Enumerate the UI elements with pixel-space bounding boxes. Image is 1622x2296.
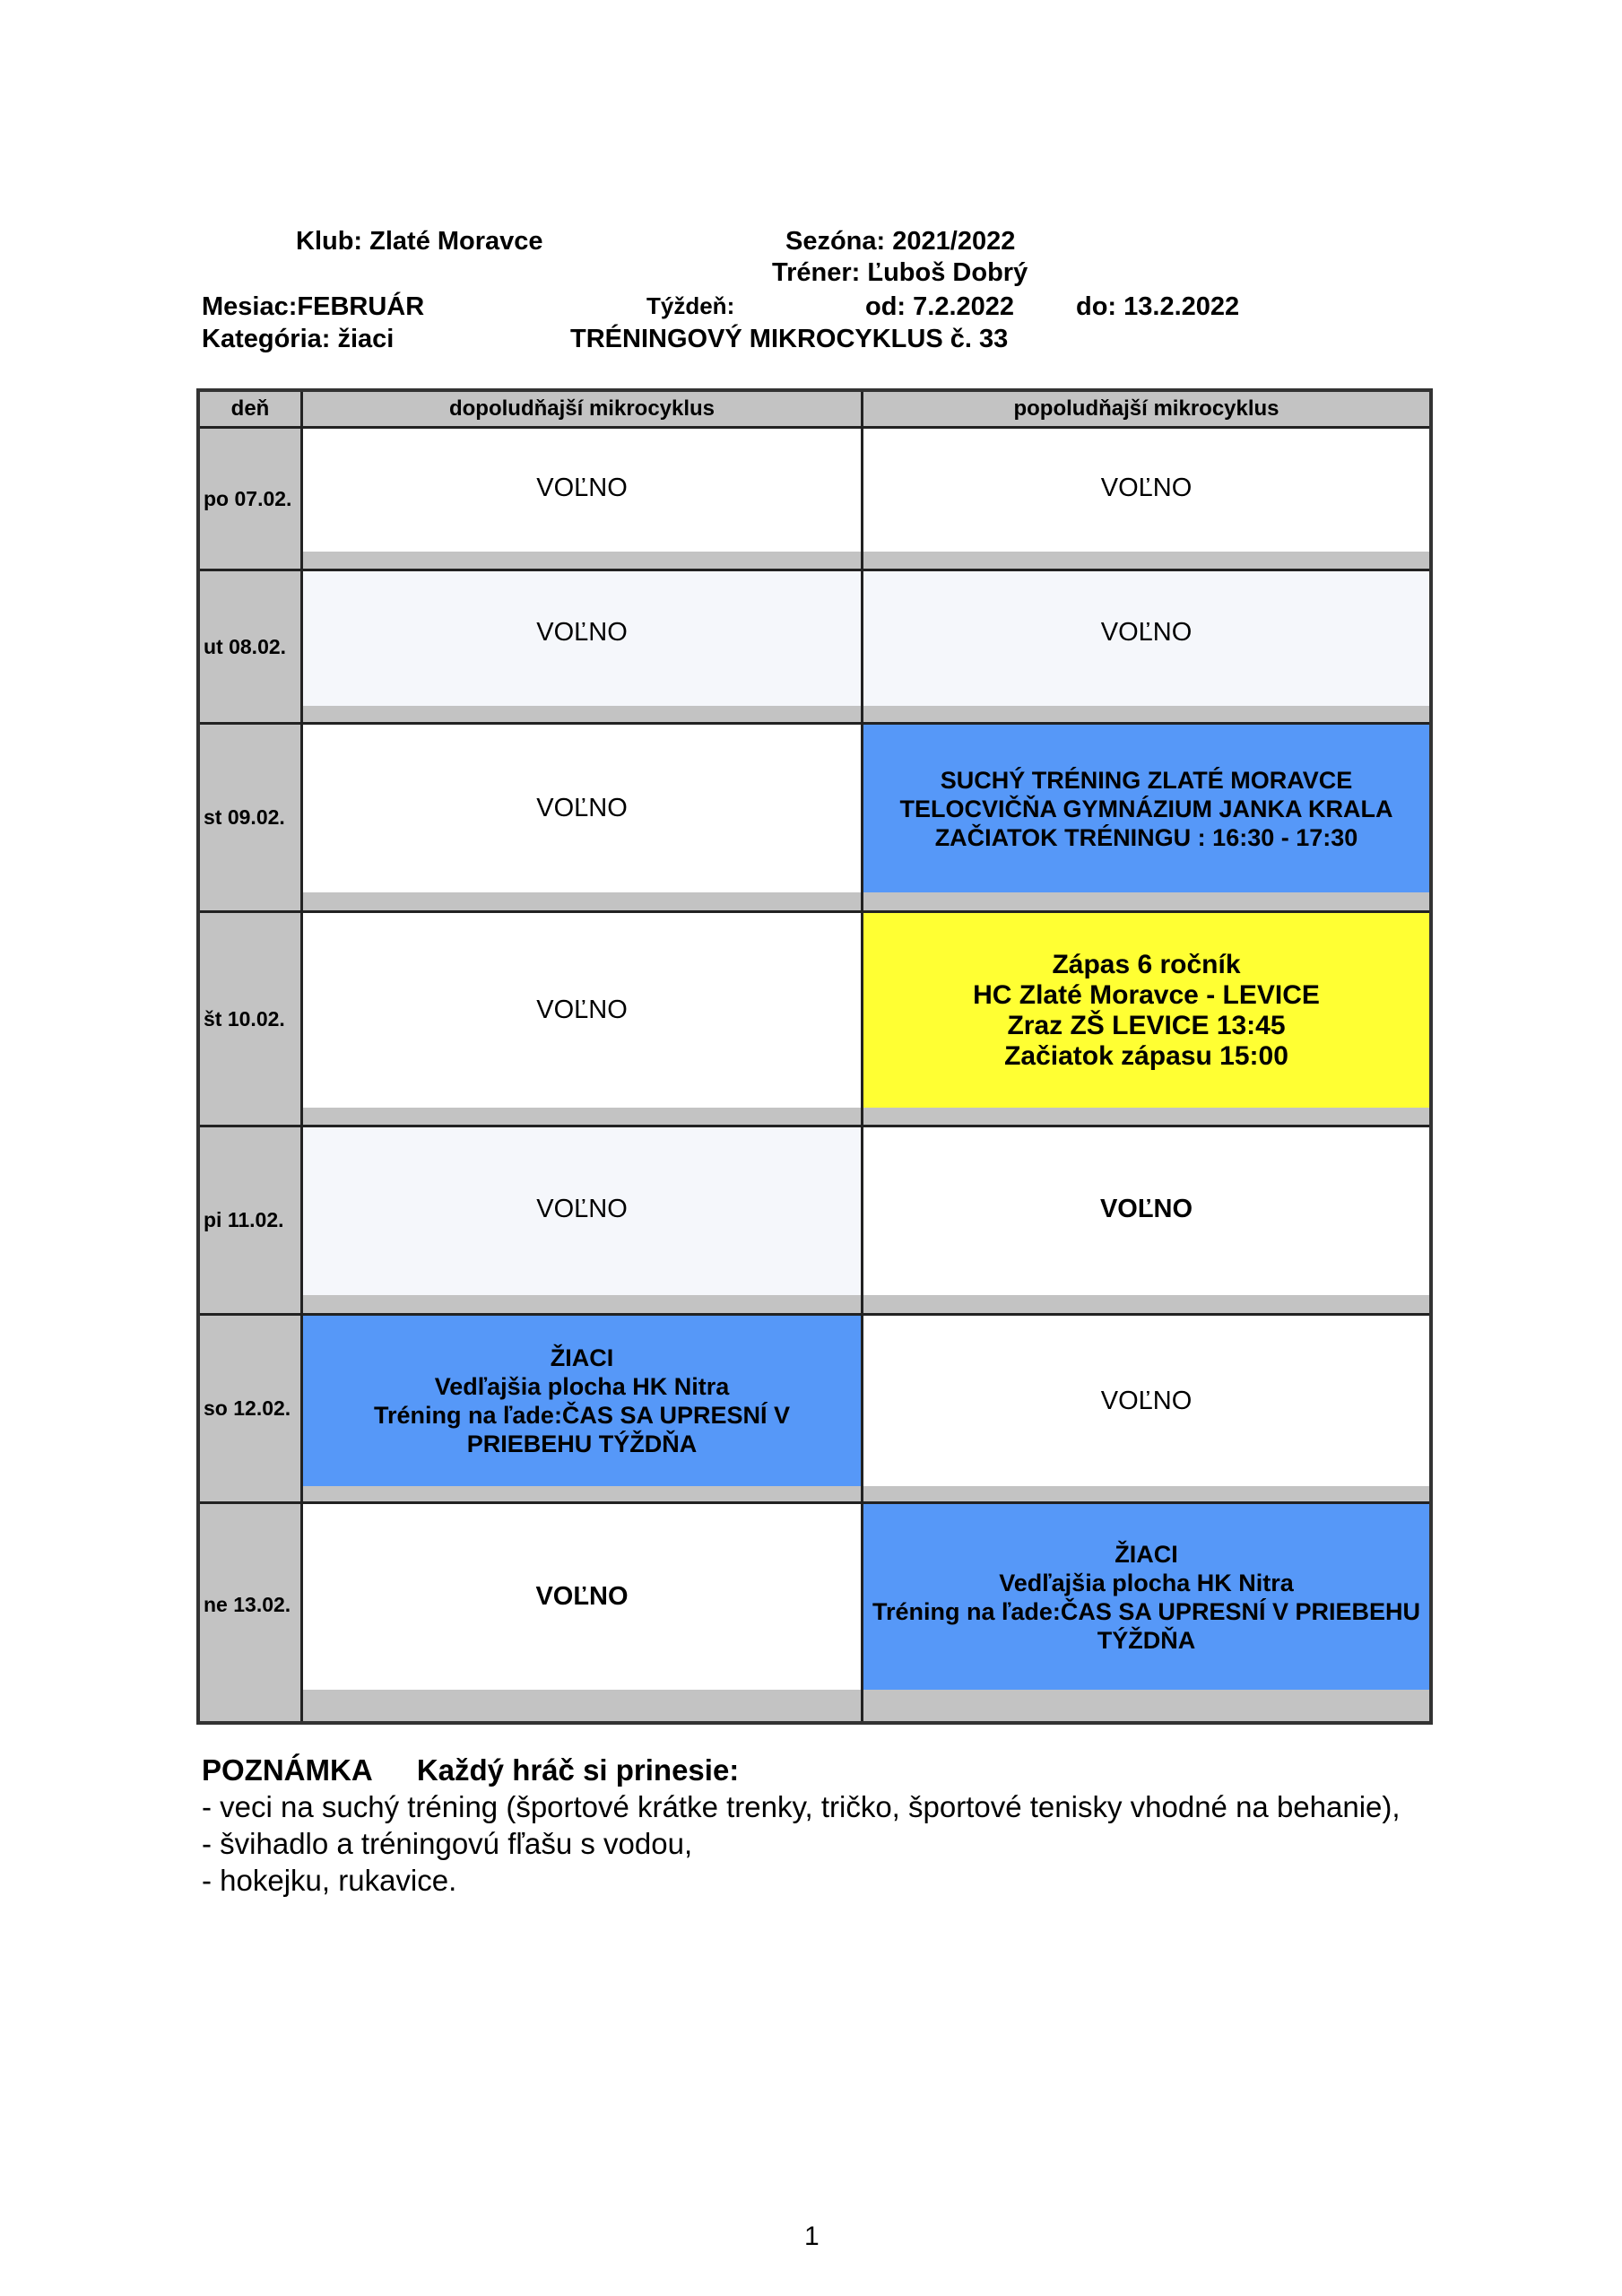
note-subtitle: Každý hráč si prinesie: [416,1753,740,1787]
cell-line: VOĽNO [536,794,628,822]
cell-line: Vedľajšia plocha HK Nitra [999,1569,1294,1596]
cell-line: Zraz ZŠ LEVICE 13:45 [1007,1010,1286,1040]
cell-line: TÝŽDŇA [1097,1626,1196,1654]
cell-line: Zápas 6 ročník [1052,949,1241,979]
note-item: - švihadlo a tréningovú fľašu s vodou, [202,1827,693,1860]
afternoon-cell [863,571,1429,706]
week-to: do: 13.2.2022 [1076,292,1240,321]
morning-cell [303,1504,861,1690]
day-label: po 07.02. [204,487,292,510]
category-label: Kategória: žiaci [202,325,395,353]
coach-label: Tréner: Ľuboš Dobrý [772,258,1028,287]
cell-line: VOĽNO [535,1582,629,1611]
cell-line: Začiatok zápasu 15:00 [1004,1040,1288,1071]
cell-line: VOĽNO [536,474,628,502]
season-label: Sezóna: 2021/2022 [785,227,1016,256]
day-label: st 09.02. [204,805,285,829]
column-header-afternoon: popoludňajší mikrocyklus [1013,396,1279,421]
cell-line: PRIEBEHU TÝŽDŇA [466,1431,698,1457]
morning-cell [303,913,861,1108]
note-block [202,1752,1401,1899]
microcycle-title: TRÉNINGOVÝ MIKROCYKLUS č. 33 [570,325,1009,353]
cell-line: ZAČIATOK TRÉNINGU : 16:30 - 17:30 [934,823,1358,851]
week-from: od: 7.2.2022 [865,292,1015,321]
schedule-table [196,388,1433,1725]
cell-line: Tréning na ľade:ČAS SA UPRESNÍ V PRIEBEHU [872,1597,1420,1625]
morning-cell [303,571,861,706]
cell-line: VOĽNO [536,618,628,647]
morning-cell [303,1127,861,1295]
cell-line: VOĽNO [1100,1386,1193,1415]
afternoon-cell [863,1316,1429,1486]
day-label: ne 13.02. [204,1593,291,1616]
cell-line: ŽIACI [550,1344,614,1371]
afternoon-cell-match [863,913,1429,1108]
afternoon-cell [863,429,1429,552]
week-label: Týždeň: [646,292,735,319]
cell-line: SUCHÝ TRÉNING ZLATÉ MORAVCE [940,766,1353,794]
note-item: - hokejku, rukavice. [202,1864,457,1897]
column-header-day: deň [230,396,270,421]
day-label: št 10.02. [204,1007,285,1031]
afternoon-cell-highlight [863,1504,1429,1690]
cell-line: VOĽNO [536,1195,628,1223]
page-number: 1 [804,2222,820,2251]
morning-cell-highlight [303,1316,861,1486]
cell-line: VOĽNO [1100,474,1193,502]
afternoon-cell [863,1127,1429,1295]
cell-line: ŽIACI [1115,1540,1178,1568]
cell-line: TELOCVIČŇA GYMNÁZIUM JANKA KRALA [899,795,1393,822]
cell-line: VOĽNO [1099,1195,1193,1223]
morning-cell [303,429,861,552]
note-item: - veci na suchý tréning (športové krátke trenky, tričko, športové tenisky vhodné na behanie), [202,1790,1401,1823]
cell-line: VOĽNO [536,996,628,1024]
cell-line: HC Zlaté Moravce - LEVICE [973,979,1320,1010]
afternoon-cell-highlight [863,725,1429,892]
cell-line: Tréning na ľade:ČAS SA UPRESNÍ V [374,1402,790,1429]
club-label: Klub: Zlaté Moravce [296,227,543,256]
day-label: ut 08.02. [204,635,287,658]
day-label: so 12.02. [204,1396,291,1420]
column-header-morning: dopoludňajší mikrocyklus [448,396,716,421]
month-label: Mesiac:FEBRUÁR [202,292,425,321]
cell-line: VOĽNO [1100,618,1193,647]
cell-line: Vedľajšia plocha HK Nitra [434,1373,730,1400]
morning-cell [303,725,861,892]
note-title: POZNÁMKA [202,1753,373,1787]
day-label: pi 11.02. [204,1208,284,1231]
